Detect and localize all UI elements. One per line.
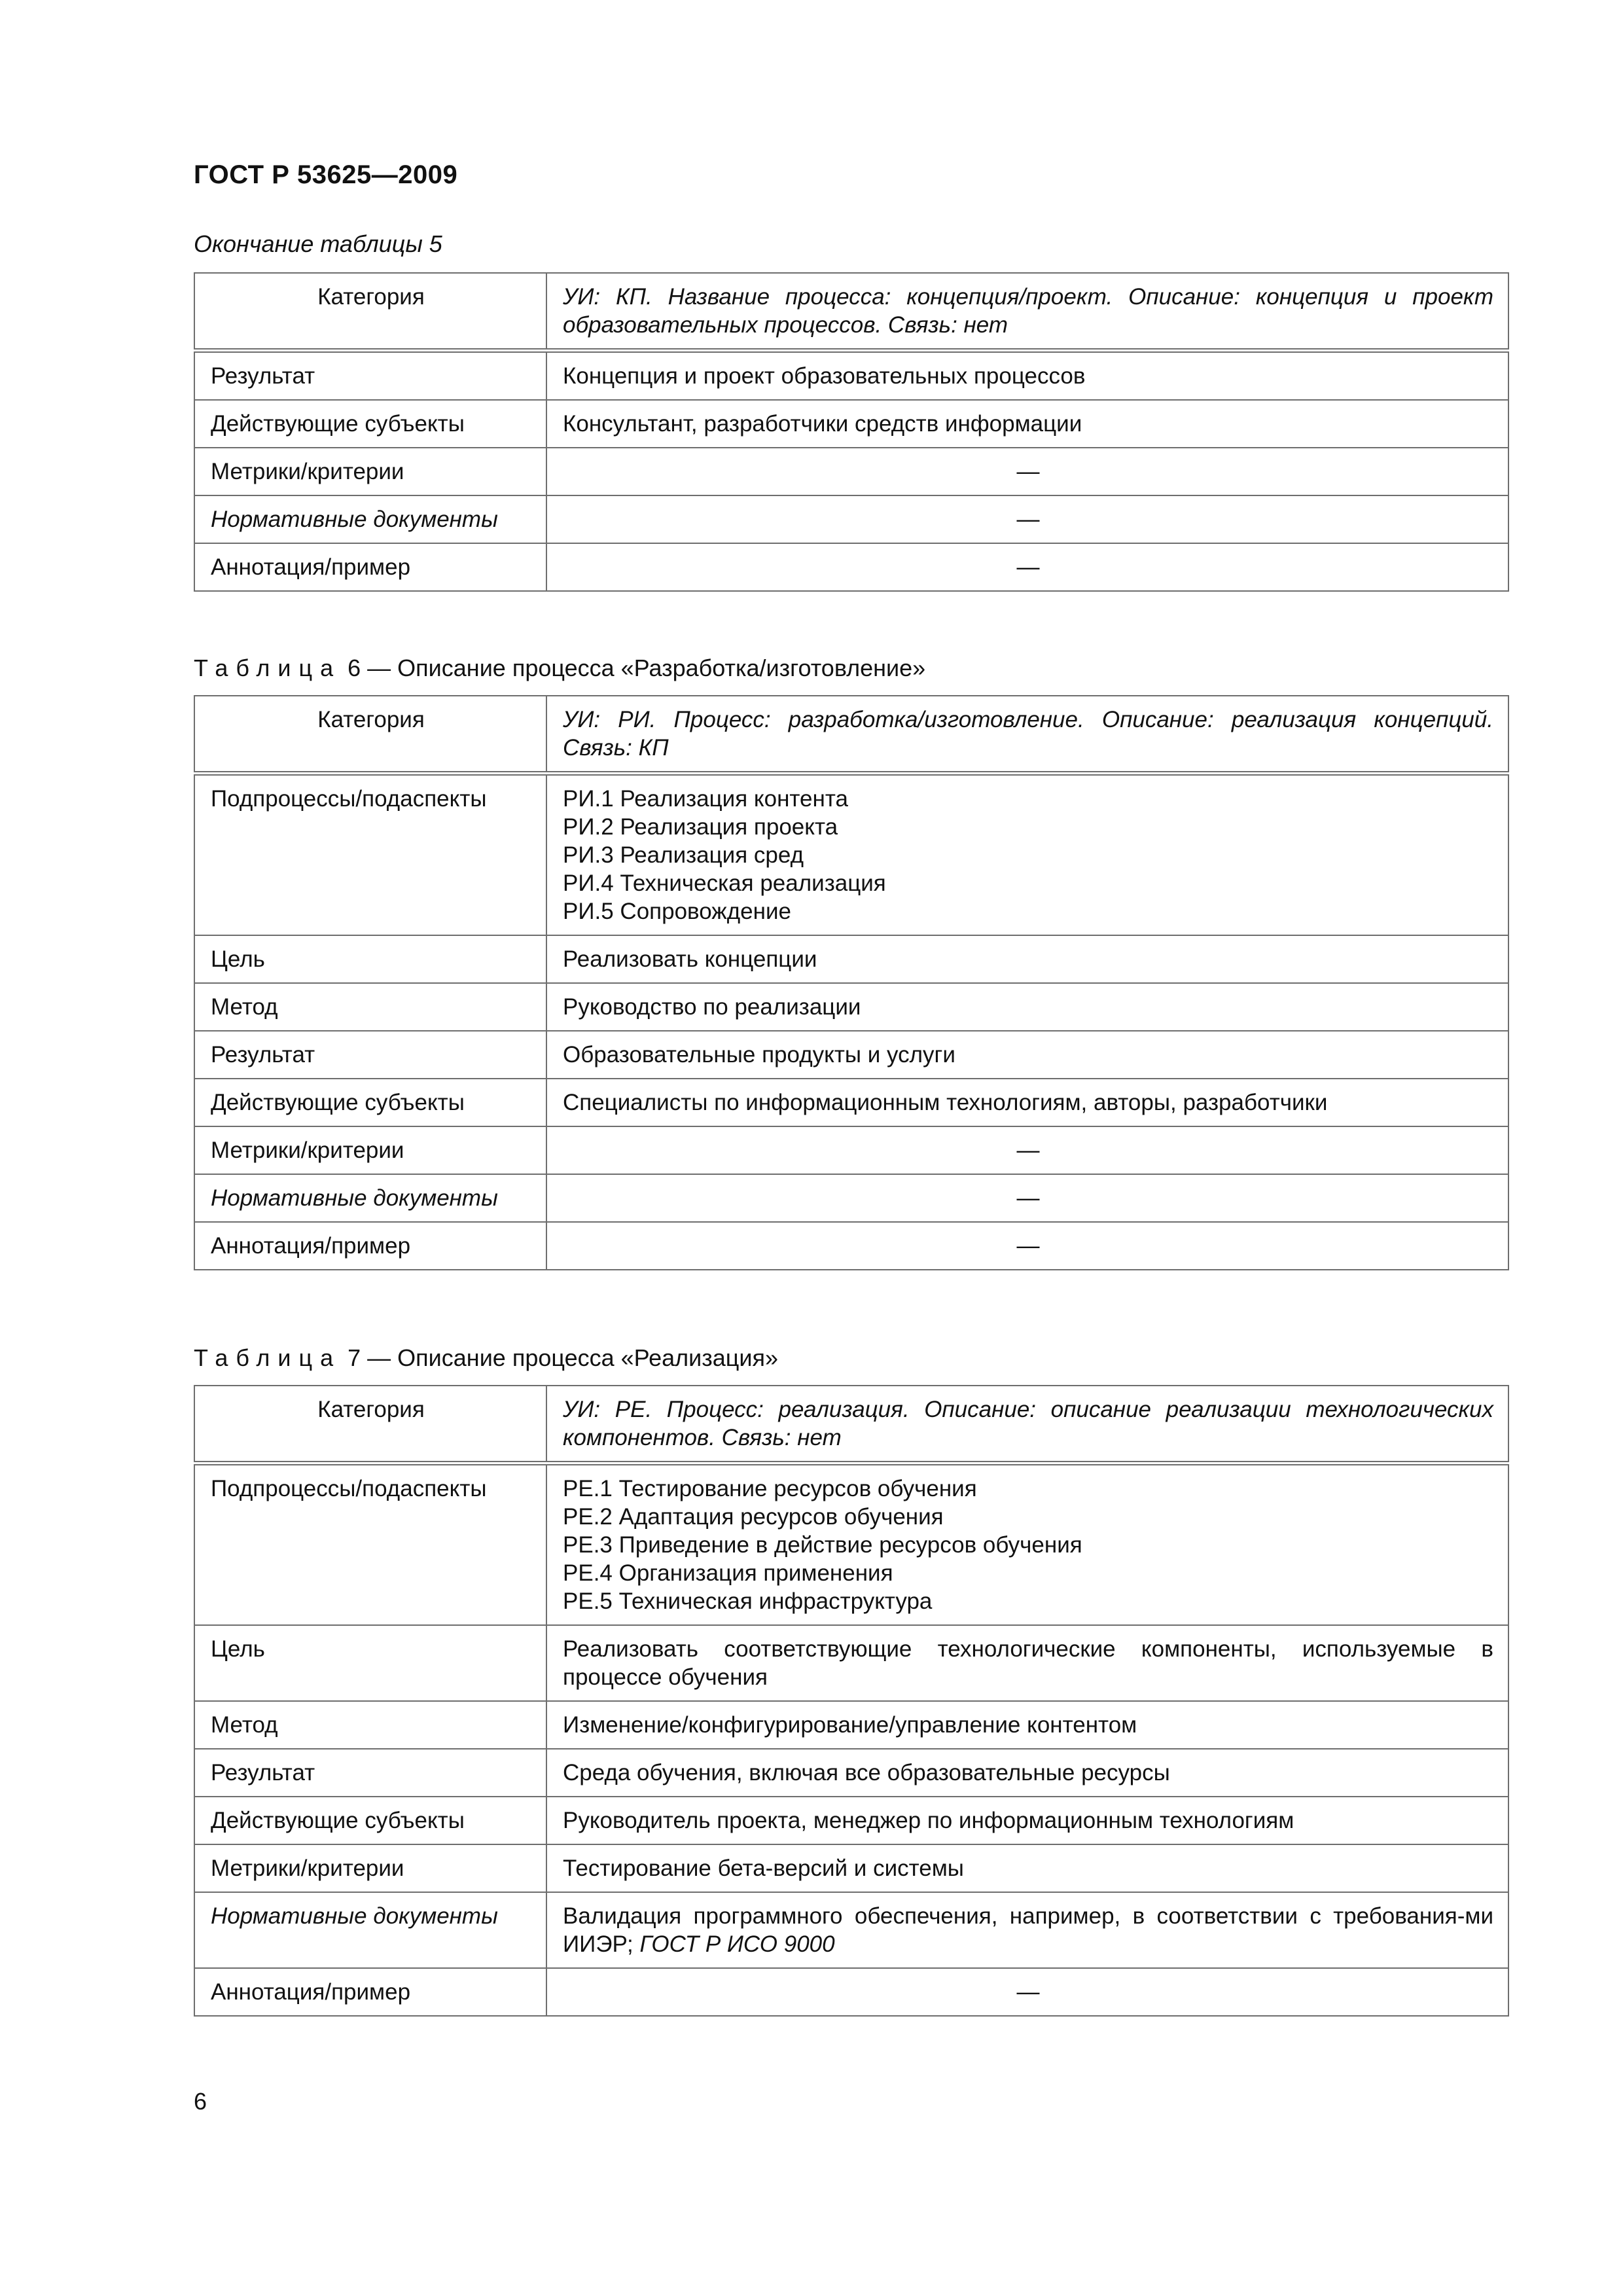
table7-header-description: УИ: РЕ. Процесс: реализация. Описание: описание реализации технологических компонентов. Связь: нет — [546, 1386, 1508, 1463]
page-number: 6 — [194, 2088, 207, 2115]
subprocess-item: РИ.4 Техническая реализация — [563, 870, 886, 896]
row-value: Руководитель проекта, менеджер по информационным технологиям — [546, 1797, 1508, 1844]
table6-caption — [194, 655, 925, 682]
row-value: Руководство по реализации — [546, 983, 1508, 1031]
subprocess-item: РИ.1 Реализация контента — [563, 786, 848, 812]
table6-caption-text: 6 — Описание процесса «Разработка/изготовление» — [341, 655, 926, 681]
row-value: Концепция и проект образовательных процессов — [546, 351, 1508, 401]
row-label: Результат — [194, 351, 546, 401]
table7-header-category: Категория — [194, 1386, 546, 1463]
table-row — [194, 1625, 1508, 1701]
row-label: Нормативные документы — [194, 1892, 546, 1968]
table-row — [194, 400, 1508, 448]
table-row — [194, 1126, 1508, 1174]
table6 — [194, 695, 1509, 1270]
row-value: — — [546, 1174, 1508, 1222]
table-row — [194, 983, 1508, 1031]
table6-caption-prefix: Таблица — [194, 655, 342, 681]
row-label: Метод — [194, 983, 546, 1031]
subprocess-list — [546, 774, 1508, 936]
table-row — [194, 1892, 1508, 1968]
row-label: Подпроцессы/подаспекты — [194, 1463, 546, 1626]
row-label: Действующие субъекты — [194, 1797, 546, 1844]
subprocess-item: РЕ.5 Техническая инфраструктура — [563, 1588, 933, 1614]
row-label: Действующие субъекты — [194, 400, 546, 448]
row-label: Результат — [194, 1749, 546, 1797]
table5-header-category: Категория — [194, 273, 546, 351]
subprocess-list — [546, 1463, 1508, 1626]
row-value — [546, 1892, 1508, 1968]
row-label: Нормативные документы — [194, 495, 546, 543]
row-label: Результат — [194, 1031, 546, 1079]
table-row — [194, 774, 1508, 936]
row-label: Нормативные документы — [194, 1174, 546, 1222]
row-value: Консультант, разработчики средств информации — [546, 400, 1508, 448]
row-value: Реализовать концепции — [546, 935, 1508, 983]
table-row — [194, 1797, 1508, 1844]
row-value: Тестирование бета-версий и системы — [546, 1844, 1508, 1892]
row-label: Аннотация/пример — [194, 1968, 546, 2016]
table7 — [194, 1385, 1509, 2017]
table7-caption — [194, 1344, 778, 1372]
table6-header-category: Категория — [194, 696, 546, 774]
table-row — [194, 1844, 1508, 1892]
table7-caption-text: 7 — Описание процесса «Реализация» — [341, 1344, 779, 1371]
table-row — [194, 1222, 1508, 1270]
row-value: — — [546, 495, 1508, 543]
table-row — [194, 1079, 1508, 1126]
row-label: Действующие субъекты — [194, 1079, 546, 1126]
row-value: — — [546, 1968, 1508, 2016]
subprocess-item: РИ.3 Реализация сред — [563, 842, 804, 868]
table-row — [194, 1174, 1508, 1222]
norm-docs-standard: ГОСТ Р ИСО 9000 — [639, 1931, 835, 1957]
table-row — [194, 935, 1508, 983]
row-value: Образовательные продукты и услуги — [546, 1031, 1508, 1079]
subprocess-item: РИ.2 Реализация проекта — [563, 814, 838, 840]
row-label: Метрики/критерии — [194, 448, 546, 495]
row-value: — — [546, 448, 1508, 495]
table-row — [194, 1968, 1508, 2016]
subprocess-item: РЕ.1 Тестирование ресурсов обучения — [563, 1476, 977, 1501]
row-value: Изменение/конфигурирование/управление контентом — [546, 1701, 1508, 1749]
norm-docs-text: Валидация программного обеспечения, например, в соответствии с требования-ми ИИЭР; — [563, 1903, 1493, 1957]
row-label: Аннотация/пример — [194, 1222, 546, 1270]
row-value: — — [546, 1126, 1508, 1174]
row-label: Метод — [194, 1701, 546, 1749]
table5-caption: Окончание таблицы 5 — [194, 230, 442, 257]
table-row — [194, 543, 1508, 591]
row-label: Метрики/критерии — [194, 1126, 546, 1174]
row-value: Специалисты по информационным технологиям, авторы, разработчики — [546, 1079, 1508, 1126]
table7-caption-prefix: Таблица — [194, 1344, 342, 1371]
row-label: Аннотация/пример — [194, 543, 546, 591]
table-row — [194, 1463, 1508, 1626]
row-value: — — [546, 1222, 1508, 1270]
table-row — [194, 1701, 1508, 1749]
row-value: — — [546, 543, 1508, 591]
table-row — [194, 351, 1508, 401]
row-label: Метрики/критерии — [194, 1844, 546, 1892]
table6-header-row — [194, 696, 1508, 774]
table6-header-description: УИ: РИ. Процесс: разработка/изготовление. Описание: реализация концепций. Связь: КП — [546, 696, 1508, 774]
row-value: Реализовать соответствующие технологические компоненты, используемые в процессе обучения — [546, 1625, 1508, 1701]
subprocess-item: РЕ.3 Приведение в действие ресурсов обучения — [563, 1532, 1082, 1558]
table-row — [194, 448, 1508, 495]
subprocess-item: РЕ.4 Организация применения — [563, 1560, 893, 1586]
table-row — [194, 1031, 1508, 1079]
row-label: Цель — [194, 935, 546, 983]
document-header: ГОСТ Р 53625—2009 — [194, 160, 458, 189]
row-label: Цель — [194, 1625, 546, 1701]
row-label: Подпроцессы/подаспекты — [194, 774, 546, 936]
table-row — [194, 495, 1508, 543]
table7-header-row — [194, 1386, 1508, 1463]
subprocess-item: РЕ.2 Адаптация ресурсов обучения — [563, 1504, 944, 1530]
table5-header-row — [194, 273, 1508, 351]
subprocess-item: РИ.5 Сопровождение — [563, 899, 791, 924]
row-value: Среда обучения, включая все образовательные ресурсы — [546, 1749, 1508, 1797]
table-row — [194, 1749, 1508, 1797]
table5-header-description: УИ: КП. Название процесса: концепция/проект. Описание: концепция и проект образовательных процессов. Связь: нет — [546, 273, 1508, 351]
table5 — [194, 272, 1509, 592]
